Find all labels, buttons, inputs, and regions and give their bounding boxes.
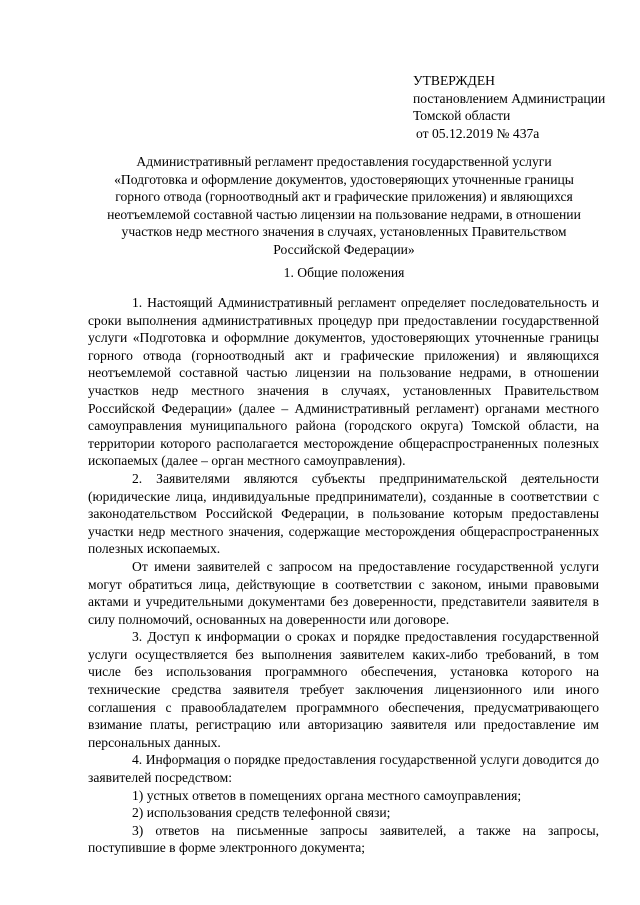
paragraph: 1. Настоящий Административный регламент определяет последовательность и сроки выполнения административных процедур при предоставлении государственной услуги «Подготовка и оформлние документов, удостоверяющих уточненные границы горного отвода (горноотводный акт и графические приложения) и являющихся неотъемлемой составной частью лицензии на пользование недрами, в отношении участков недр местного значения в случаях, установленных Правительством Российской Федерации» (далее – Административный регламент) органами местного самоуправления муниципального района (городского округа) Томской области, на территории которого располагается месторождение общераспространенных полезных ископаемых (далее – орган местного самоуправления). (88, 295, 599, 469)
list-item: 2) использования средств телефонной связи; (132, 805, 391, 821)
title-line: неотъемлемой составной частью лицензии на пользование недрами, в отношении (107, 206, 581, 222)
document-body (88, 294, 599, 857)
approval-authority: Томской области (413, 108, 511, 123)
title-line: «Подготовка и оформление документов, удостоверяющих уточненные границы (114, 171, 574, 187)
title-line: горного отвода (горноотводный акт и графические приложения) и являющихся (115, 189, 573, 205)
title-line: участков недр местного значения в случаях, установленных Правительством (121, 224, 567, 240)
document-title (88, 153, 600, 259)
section-heading: 1. Общие положения (283, 265, 405, 280)
list-item: 1) устных ответов в помещениях органа местного самоуправления; (132, 787, 522, 803)
title-line: Административный регламент предоставления государственной услуги (136, 154, 552, 169)
paragraph: 3. Доступ к информации о сроках и порядке предоставления государственной услуги осуществляется без выполнения заявителем каких-либо требований, в том числе без использования программного обеспечения, установка которого на технические средства заявителя требует заключения лицензионного или иного соглашения с правообладателем программного обеспечения, предусматривающего взимание платы, регистрацию или авторизацию заявителя или предоставление им персональных данных. (88, 629, 599, 750)
approval-heading: УТВЕРЖДЕН (413, 73, 495, 88)
title-line: Российской Федерации» (273, 241, 415, 257)
approval-date-number: от 05.12.2019 № 437а (416, 125, 540, 141)
paragraph: От имени заявителей с запросом на предоставление государственной услуги могут обратиться лица, действующие в соответствии с законом, иными правовыми актами и учредительными документами без доверенности, представители заявителя в силу полномочий, основанных на доверенности или договоре. (88, 558, 599, 627)
approval-stamp (413, 72, 633, 142)
approval-decree: постановлением Администрации (413, 90, 606, 106)
list-item: 3) ответов на письменные запросы заявителей, а также на запросы, поступившие в форме электронного документа; (88, 822, 599, 856)
paragraph: 4. Информация о порядке предоставления государственной услуги доводится до заявителей посредством: (88, 752, 599, 786)
paragraph: 2. Заявителями являются субъекты предпринимательской деятельности (юридические лица, индивидуальные предприниматели), созданные в соответствии с законодательством Российской Федерации, в пользование которым предоставлены участки недр местного значения, содержащие месторождения общераспространенных полезных ископаемых. (88, 470, 599, 557)
